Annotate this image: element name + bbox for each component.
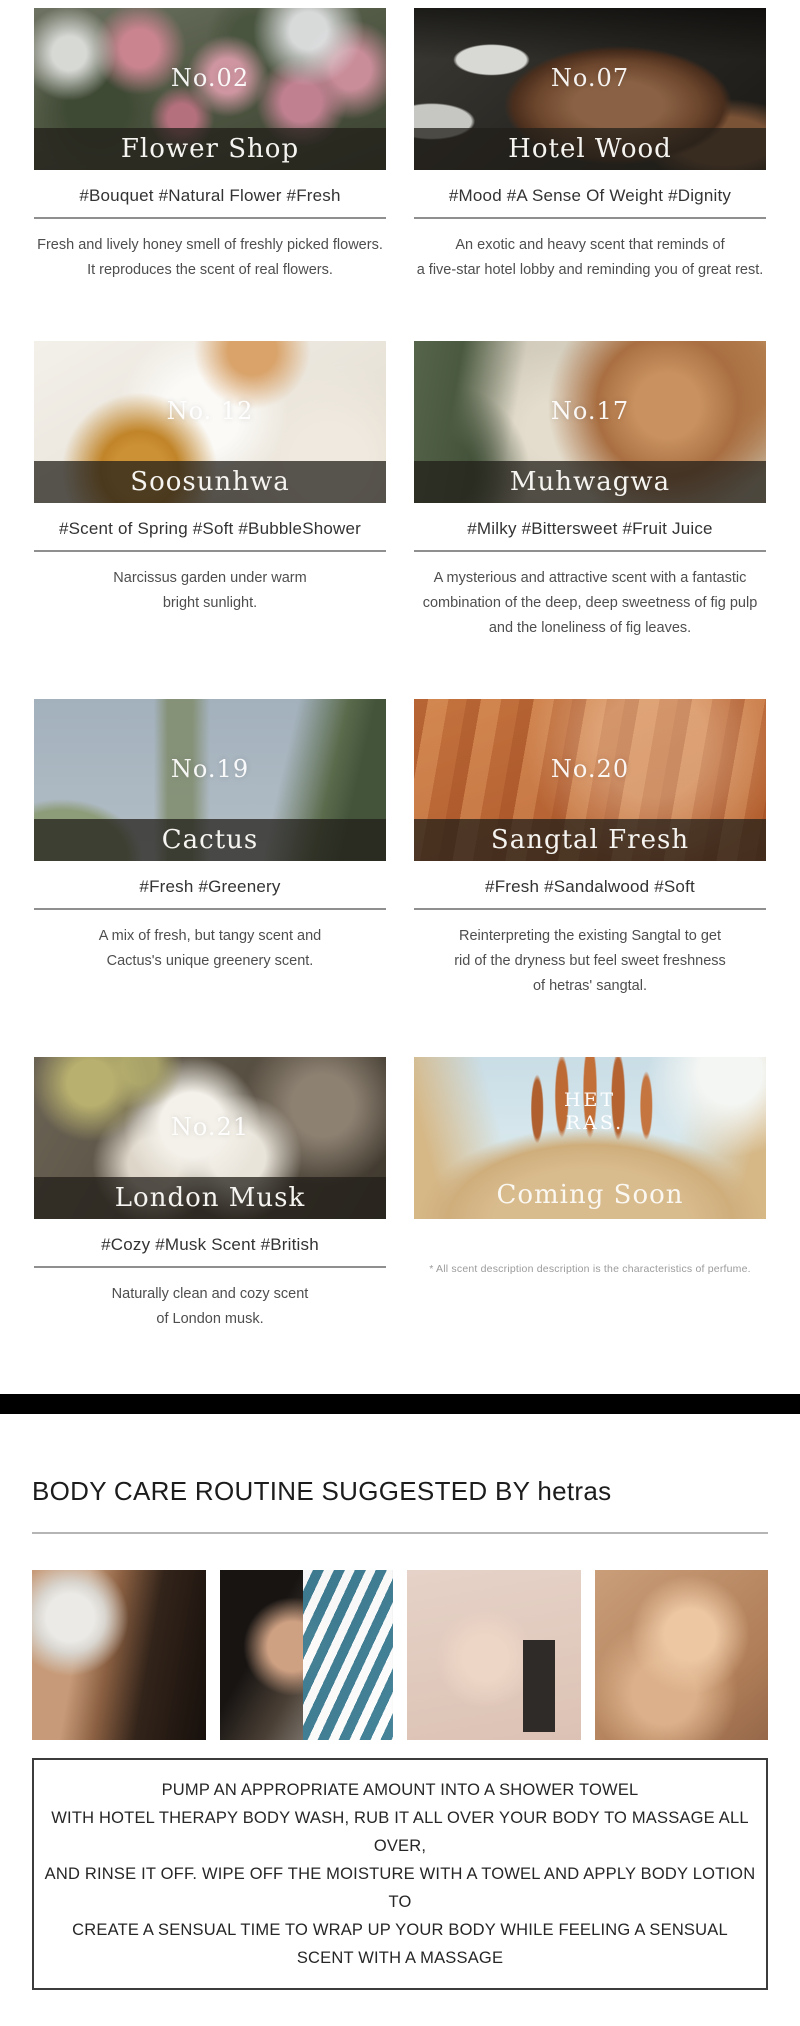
scent-card-coming-soon bbox=[414, 1057, 766, 1332]
instruction-line: SCENT WITH A MASSAGE bbox=[296, 1949, 504, 1967]
scent-name-band bbox=[34, 128, 386, 170]
striped-towel-photo bbox=[220, 1570, 394, 1740]
scent-name: Sangtal Fresh bbox=[490, 825, 690, 855]
routine-photo-strip bbox=[32, 1570, 768, 1740]
scent-hashtags: #Bouquet #Natural Flower #Fresh bbox=[79, 186, 341, 205]
shower-towel-photo bbox=[32, 1570, 206, 1740]
scent-card-london-musk bbox=[34, 1057, 386, 1332]
scent-photo-coming-soon bbox=[414, 1057, 766, 1219]
divider bbox=[34, 1266, 386, 1268]
scent-card-muhwagwa bbox=[414, 341, 766, 641]
scent-photo-soosunhwa bbox=[34, 341, 386, 503]
hand-massage-photo bbox=[595, 1570, 769, 1740]
description-line: a five-star hotel lobby and reminding you of great rest. bbox=[416, 262, 764, 278]
scent-number: No.17 bbox=[550, 397, 630, 425]
description-line: Naturally clean and cozy scent bbox=[111, 1286, 309, 1302]
scent-name: Flower Shop bbox=[120, 134, 300, 164]
scent-description bbox=[34, 1282, 386, 1332]
scent-number: No.20 bbox=[550, 755, 630, 783]
body-care-routine-section bbox=[0, 1476, 800, 2026]
hetras-logo-line: HET bbox=[563, 1089, 617, 1111]
scent-hashtags: #Mood #A Sense Of Weight #Dignity bbox=[448, 186, 732, 205]
scent-number: No.21 bbox=[170, 1113, 250, 1141]
hetras-logo bbox=[414, 1089, 766, 1135]
divider bbox=[32, 1532, 768, 1534]
description-line: Fresh and lively honey smell of freshly picked flowers. bbox=[37, 237, 383, 253]
description-line: Reinterpreting the existing Sangtal to get bbox=[459, 928, 721, 944]
scent-number: No.07 bbox=[550, 64, 630, 92]
divider bbox=[34, 550, 386, 552]
instruction-line: CREATE A SENSUAL TIME TO WRAP UP YOUR BODY WHILE FEELING A SENSUAL bbox=[72, 1921, 728, 1939]
scent-hashtags: #Fresh #Sandalwood #Soft bbox=[485, 877, 695, 896]
routine-heading: BODY CARE ROUTINE SUGGESTED BY hetras bbox=[32, 1476, 612, 1506]
scent-name: Cactus bbox=[161, 825, 259, 855]
scent-photo-muhwagwa bbox=[414, 341, 766, 503]
scent-card-hotel-wood bbox=[414, 8, 766, 283]
instruction-line: AND RINSE IT OFF. WIPE OFF THE MOISTURE WITH A TOWEL AND APPLY BODY LOTION TO bbox=[44, 1865, 756, 1911]
body-lotion-photo bbox=[407, 1570, 581, 1740]
scent-card-cactus bbox=[34, 699, 386, 999]
description-line: Cactus's unique greenery scent. bbox=[106, 953, 314, 969]
scent-name-band bbox=[34, 819, 386, 861]
scent-number: No.19 bbox=[170, 755, 250, 783]
description-line: and the loneliness of fig leaves. bbox=[488, 620, 692, 636]
scent-row-1 bbox=[34, 8, 766, 283]
description-line: Narcissus garden under warm bbox=[113, 570, 307, 586]
instruction-line: PUMP AN APPROPRIATE AMOUNT INTO A SHOWER TOWEL bbox=[161, 1781, 639, 1799]
scent-card-soosunhwa bbox=[34, 341, 386, 641]
scent-name: Muhwagwa bbox=[509, 467, 671, 497]
scent-hashtags: #Milky #Bittersweet #Fruit Juice bbox=[467, 519, 713, 538]
scent-description bbox=[34, 566, 386, 616]
description-line: bright sunlight. bbox=[162, 595, 258, 611]
scent-description bbox=[34, 924, 386, 974]
scent-number: No.02 bbox=[170, 64, 250, 92]
divider bbox=[414, 908, 766, 910]
scent-name-band bbox=[34, 1177, 386, 1219]
hetras-logo-line: RAS. bbox=[565, 1112, 625, 1134]
description-line: It reproduces the scent of real flowers. bbox=[87, 262, 333, 278]
description-line: A mysterious and attractive scent with a fantastic bbox=[433, 570, 747, 586]
scent-row-3 bbox=[34, 699, 766, 999]
scent-photo-cactus bbox=[34, 699, 386, 861]
description-line: A mix of fresh, but tangy scent and bbox=[98, 928, 322, 944]
description-line: of London musk. bbox=[156, 1311, 264, 1327]
scent-hashtags: #Cozy #Musk Scent #British bbox=[101, 1235, 319, 1254]
divider bbox=[414, 550, 766, 552]
scent-photo-flower-shop bbox=[34, 8, 386, 170]
divider bbox=[34, 908, 386, 910]
bottom-spacer bbox=[32, 1990, 768, 2026]
scent-description bbox=[34, 233, 386, 283]
scent-name: Hotel Wood bbox=[508, 134, 672, 164]
scent-name: London Musk bbox=[114, 1183, 306, 1213]
description-line: rid of the dryness but feel sweet freshness bbox=[454, 953, 726, 969]
scent-photo-hotel-wood bbox=[414, 8, 766, 170]
scent-photo-sangtal-fresh bbox=[414, 699, 766, 861]
scent-description bbox=[414, 566, 766, 641]
scent-hashtags: #Scent of Spring #Soft #BubbleShower bbox=[58, 519, 362, 538]
scent-name-band bbox=[414, 461, 766, 503]
coming-soon-label: Coming Soon bbox=[496, 1180, 684, 1210]
divider bbox=[414, 217, 766, 219]
instruction-line: WITH HOTEL THERAPY BODY WASH, RUB IT ALL OVER YOUR BODY TO MASSAGE ALL OVER, bbox=[51, 1809, 749, 1855]
scent-row-4 bbox=[34, 1057, 766, 1332]
scent-name-band bbox=[414, 819, 766, 861]
description-line: An exotic and heavy scent that reminds of bbox=[455, 237, 725, 253]
scent-name: Soosunhwa bbox=[130, 467, 290, 497]
scent-name-band bbox=[414, 128, 766, 170]
scent-name-band bbox=[34, 461, 386, 503]
divider bbox=[34, 217, 386, 219]
scent-card-flower-shop bbox=[34, 8, 386, 283]
routine-instructions-box bbox=[32, 1758, 768, 1990]
description-line: of hetras' sangtal. bbox=[532, 978, 647, 994]
scent-hashtags: #Fresh #Greenery bbox=[139, 877, 281, 896]
scent-row-2 bbox=[34, 341, 766, 641]
scent-description bbox=[414, 233, 766, 283]
description-line: combination of the deep, deep sweetness of fig pulp bbox=[422, 595, 758, 611]
scent-number: No. 12 bbox=[166, 397, 254, 425]
scent-disclaimer-note: * All scent description description is the characteristics of perfume. bbox=[429, 1263, 751, 1275]
scent-card-sangtal-fresh bbox=[414, 699, 766, 999]
scent-photo-london-musk bbox=[34, 1057, 386, 1219]
scent-description bbox=[414, 924, 766, 999]
section-divider-bar bbox=[0, 1394, 800, 1414]
